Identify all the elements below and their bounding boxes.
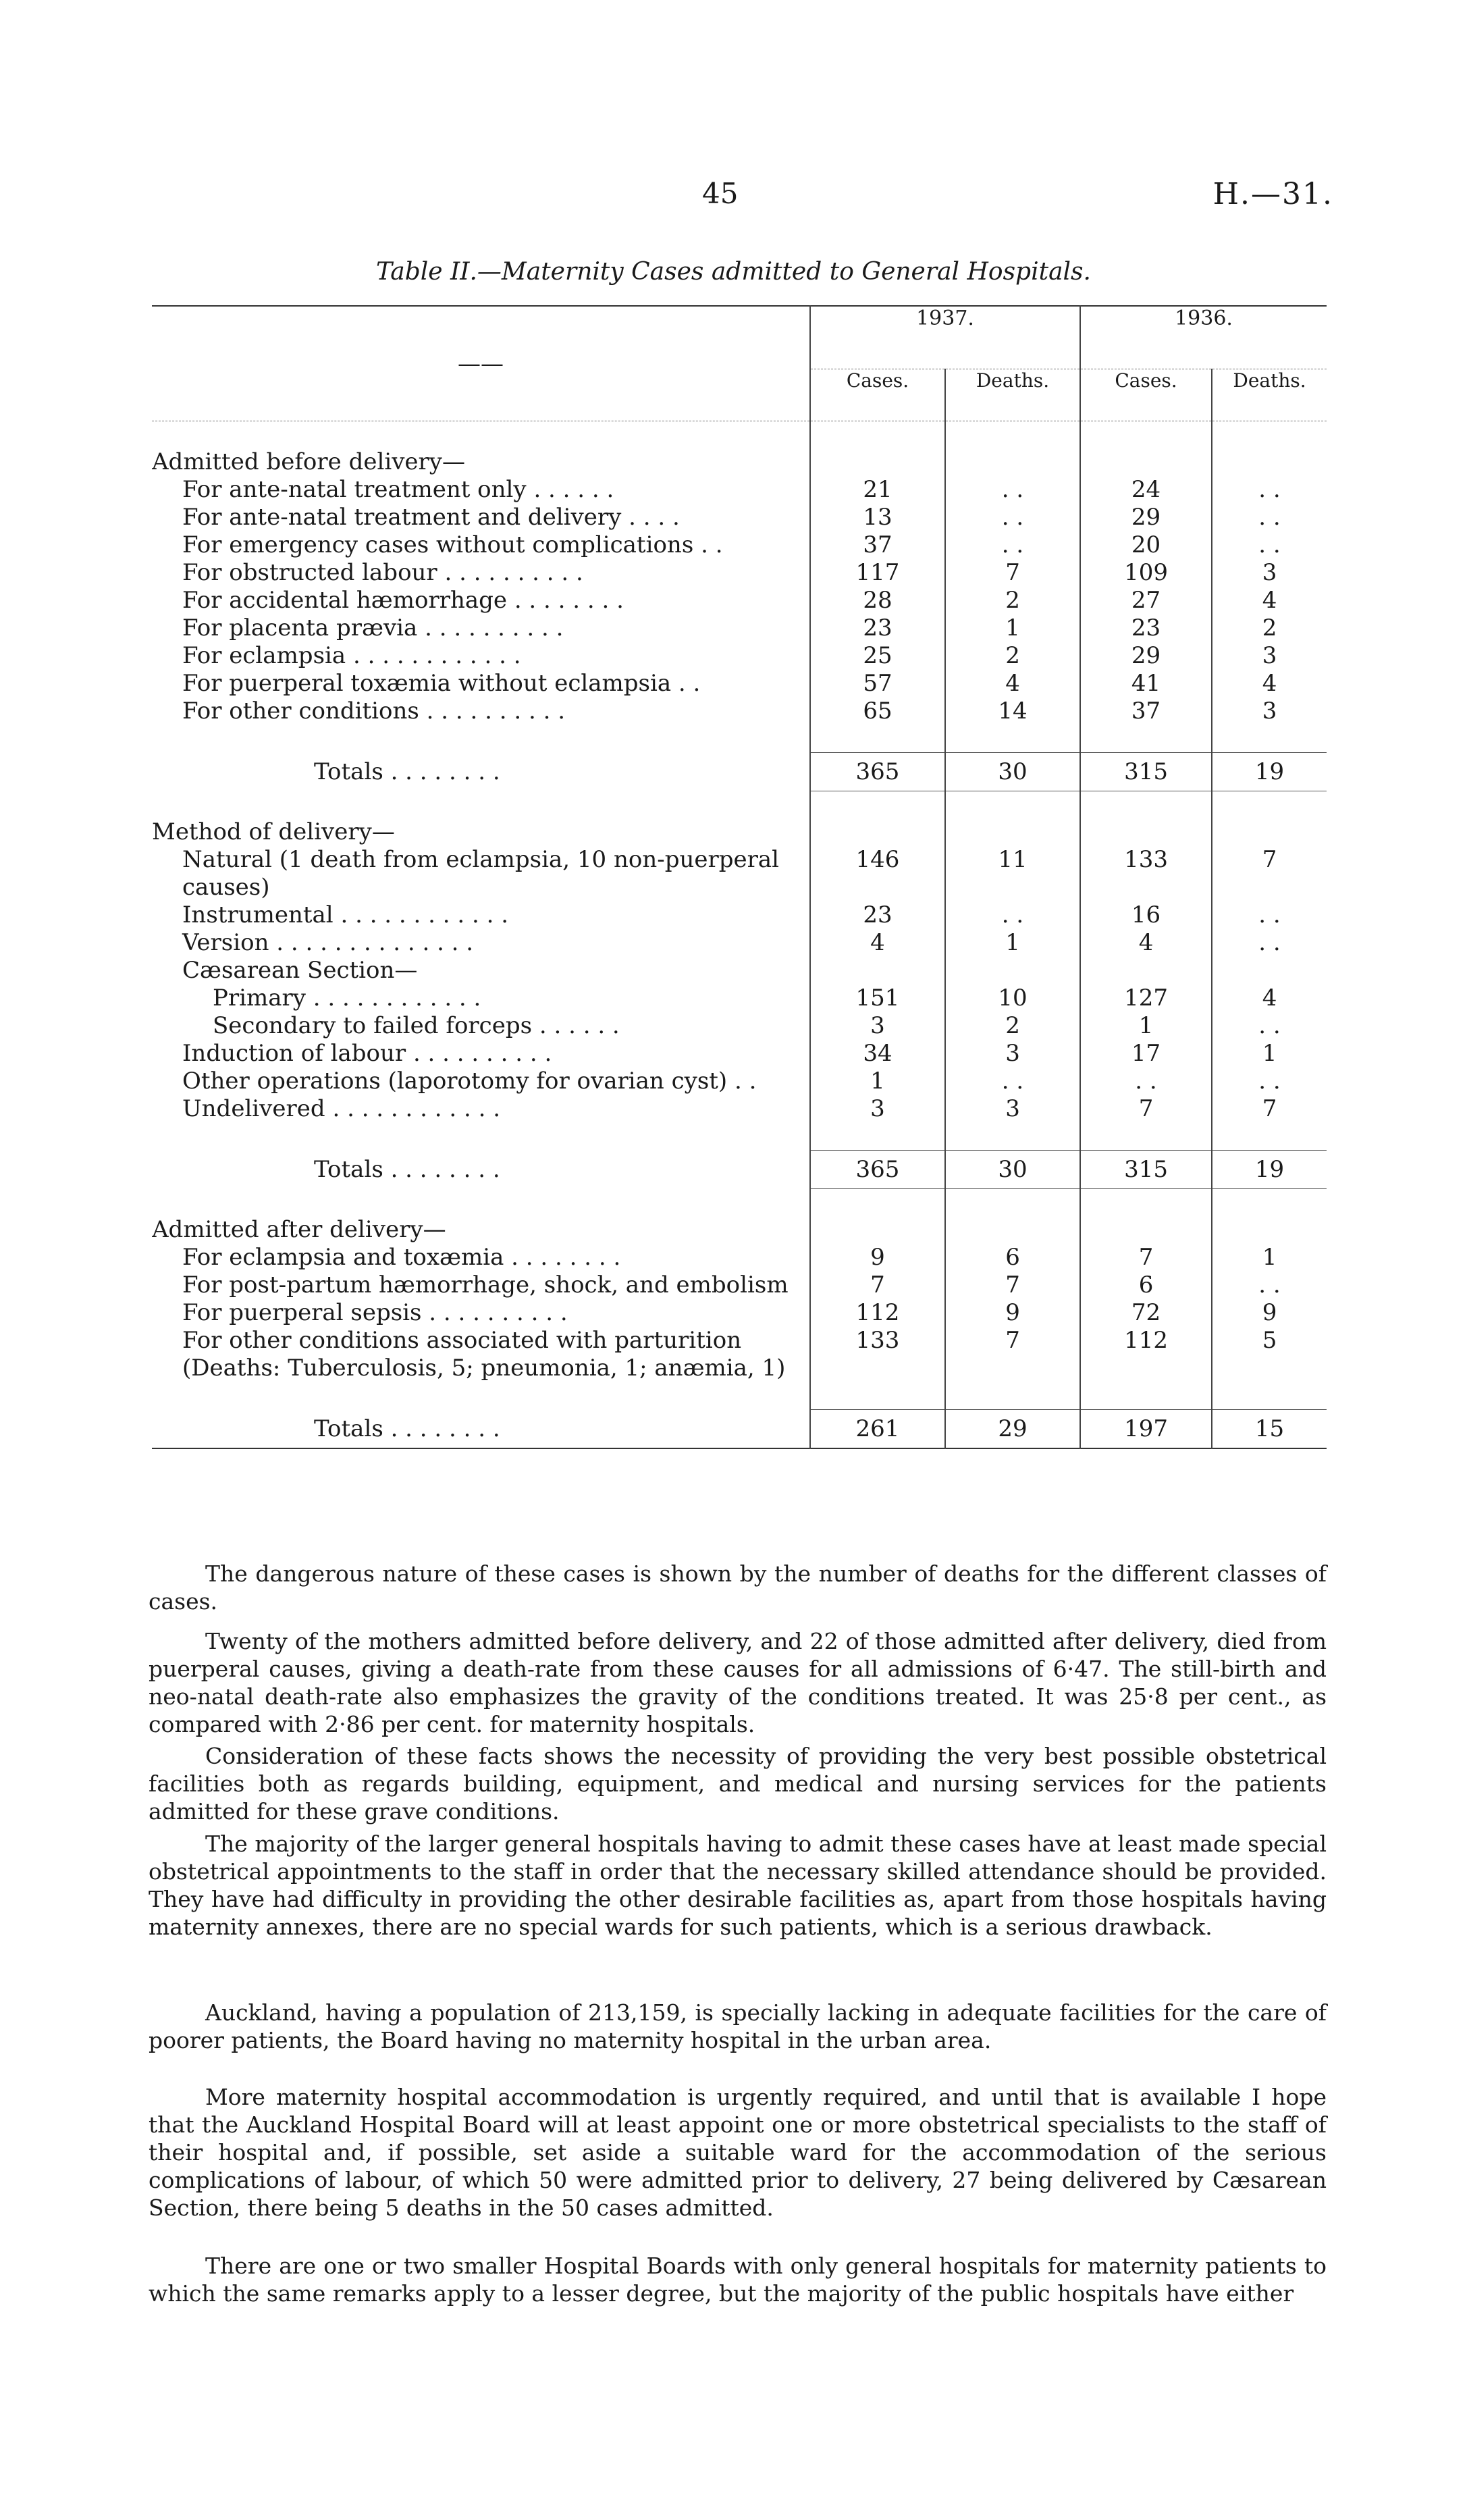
cell-deaths-1936: 7 (1212, 846, 1327, 901)
empty-cell (945, 1216, 1080, 1244)
spacer-cell (152, 421, 810, 449)
row-label: Cæsarean Section— (182, 957, 418, 984)
table-row (152, 531, 1327, 559)
cell-deaths-1936: . . (1212, 901, 1327, 929)
cell-cases-1936: 17 (1080, 1040, 1212, 1068)
totals-row (152, 1151, 1327, 1189)
cell-cases-1936: 72 (1080, 1299, 1212, 1327)
section-heading: Admitted after delivery— (152, 1216, 446, 1243)
spacer-cell (152, 1123, 810, 1151)
cell-cases-1937 (810, 957, 945, 985)
cell-deaths-1936 (1212, 957, 1327, 985)
spacer-cell (1212, 421, 1327, 449)
empty-cell (1212, 1216, 1327, 1244)
cell-cases-1936: 4 (1080, 929, 1212, 957)
cell-cases-1937: 57 (810, 670, 945, 698)
table-row (152, 1327, 1327, 1382)
cell-deaths-1937 (945, 957, 1080, 985)
empty-cell (810, 448, 945, 476)
table-row (152, 985, 1327, 1012)
total-deaths-1937: 30 (945, 753, 1080, 791)
spacer-cell (810, 725, 945, 753)
spacer-cell (1212, 725, 1327, 753)
year-1936-header: 1936. (1080, 306, 1327, 369)
spacer-row (152, 1123, 1327, 1151)
total-cases-1937: 261 (810, 1410, 945, 1449)
cell-deaths-1937: 1 (945, 614, 1080, 642)
cell-deaths-1937: 3 (945, 1040, 1080, 1068)
spacer-cell (945, 1382, 1080, 1410)
table-row (152, 957, 1327, 985)
spacer-cell (945, 1189, 1080, 1217)
cell-deaths-1937: 11 (945, 846, 1080, 901)
empty-cell (945, 448, 1080, 476)
cell-cases-1936: 29 (1080, 504, 1212, 531)
spacer-cell (1080, 421, 1212, 449)
cell-cases-1936 (1080, 957, 1212, 985)
row-label: For post-partum hæmorrhage, shock, and embolism (182, 1271, 789, 1298)
spacer-cell (810, 1123, 945, 1151)
row-label: Undelivered . . . . . . . . . . . . (182, 1095, 501, 1122)
cell-cases-1936: 27 (1080, 587, 1212, 614)
cell-cases-1937: 65 (810, 698, 945, 725)
cell-deaths-1937: 1 (945, 929, 1080, 957)
cell-cases-1936: 16 (1080, 901, 1212, 929)
stub-header (152, 306, 810, 421)
empty-cell (1080, 448, 1212, 476)
cell-cases-1936: . . (1080, 1068, 1212, 1095)
cell-cases-1937: 23 (810, 901, 945, 929)
cell-deaths-1937: . . (945, 531, 1080, 559)
cell-cases-1937: 9 (810, 1244, 945, 1271)
total-cases-1937: 365 (810, 1151, 945, 1189)
section-heading: Method of delivery— (152, 818, 395, 845)
row-label: For obstructed labour . . . . . . . . . . (182, 559, 583, 586)
spacer-row (152, 1382, 1327, 1410)
empty-cell (1080, 1216, 1212, 1244)
row-label: Secondary to failed forceps . . . . . . (213, 1012, 620, 1039)
paragraph: Consideration of these facts shows the necessity of providing the very best possible obstetrical facilities both as regards building, equipment, and medical and nursing services for the patients admitted for these grave conditions. (149, 1743, 1327, 1825)
section-heading-row (152, 1216, 1327, 1244)
paragraph: There are one or two smaller Hospital Boards with only general hospitals for maternity patients to which the same remarks apply to a lesser degree, but the majority of the public hospitals have either (149, 2253, 1327, 2307)
cell-cases-1936: 6 (1080, 1271, 1212, 1299)
cell-deaths-1937: 3 (945, 1095, 1080, 1123)
page-number: 45 (702, 177, 739, 210)
row-label: For ante-natal treatment only . . . . . . (182, 476, 614, 503)
empty-cell (1212, 818, 1327, 846)
section-heading-row (152, 818, 1327, 846)
spacer-row (152, 725, 1327, 753)
cell-cases-1937: 34 (810, 1040, 945, 1068)
cell-cases-1937: 3 (810, 1095, 945, 1123)
spacer-cell (810, 421, 945, 449)
cell-cases-1936: 7 (1080, 1244, 1212, 1271)
cell-deaths-1936: 4 (1212, 985, 1327, 1012)
paragraph: Auckland, having a population of 213,159, is specially lacking in adequate facilities for the care of poorer patients, the Board having no maternity hospital in the urban area. (149, 1999, 1327, 2053)
totals-label: Totals . . . . . . . . (314, 1415, 500, 1442)
paragraph: More maternity hospital accommodation is urgently required, and until that is available I hope that the Auckland Hospital Board will at least appoint one or more obstetrical specialists to the staff of their hospital and, if possible, set aside a suitable ward for the accommodation of the serious complications of labour, of which 50 were admitted prior to delivery, 27 being delivered by Cæsarean Section, there being 5 deaths in the 50 cases admitted. (149, 2084, 1327, 2221)
cell-cases-1936: 29 (1080, 642, 1212, 670)
year-1937-header: 1937. (810, 306, 1080, 369)
totals-label: Totals . . . . . . . . (314, 758, 500, 785)
document-reference: H.—31. (1212, 177, 1333, 211)
cell-deaths-1937: . . (945, 1068, 1080, 1095)
paragraph: The dangerous nature of these cases is shown by the number of deaths for the different classes of cases. (149, 1560, 1327, 1615)
row-label: For other conditions associated with parturition (Deaths: Tuberculosis, 5; pneumonia, 1; anæmia, 1) (182, 1327, 786, 1382)
cell-cases-1936: 7 (1080, 1095, 1212, 1123)
cell-cases-1936: 41 (1080, 670, 1212, 698)
totals-row (152, 1410, 1327, 1449)
cell-deaths-1936: . . (1212, 1068, 1327, 1095)
cell-cases-1937: 1 (810, 1068, 945, 1095)
spacer-cell (945, 1123, 1080, 1151)
col-deaths-1937: Deaths. (945, 369, 1080, 421)
cell-deaths-1937: . . (945, 901, 1080, 929)
cell-deaths-1937: 10 (945, 985, 1080, 1012)
cell-cases-1936: 133 (1080, 846, 1212, 901)
cell-cases-1937: 13 (810, 504, 945, 531)
table-row (152, 504, 1327, 531)
cell-cases-1937: 4 (810, 929, 945, 957)
cell-deaths-1936: . . (1212, 1012, 1327, 1040)
spacer-cell (1080, 791, 1212, 819)
cell-deaths-1937: 4 (945, 670, 1080, 698)
totals-label: Totals . . . . . . . . (314, 1155, 500, 1183)
col-cases-1937: Cases. (810, 369, 945, 421)
cell-deaths-1936: 4 (1212, 670, 1327, 698)
cell-deaths-1937: 7 (945, 1327, 1080, 1382)
table-row (152, 1299, 1327, 1327)
table-row (152, 1012, 1327, 1040)
cell-cases-1937: 25 (810, 642, 945, 670)
cell-cases-1936: 37 (1080, 698, 1212, 725)
total-deaths-1936: 19 (1212, 1151, 1327, 1189)
cell-deaths-1937: 2 (945, 642, 1080, 670)
cell-cases-1936: 109 (1080, 559, 1212, 587)
cell-cases-1936: 1 (1080, 1012, 1212, 1040)
spacer-row (152, 421, 1327, 449)
spacer-cell (152, 725, 810, 753)
table-body (152, 421, 1327, 1449)
cell-cases-1937: 151 (810, 985, 945, 1012)
spacer-cell (1080, 725, 1212, 753)
spacer-cell (1080, 1189, 1212, 1217)
row-label: For puerperal sepsis . . . . . . . . . . (182, 1299, 568, 1326)
table-row (152, 1244, 1327, 1271)
cell-cases-1936: 112 (1080, 1327, 1212, 1382)
table-row (152, 476, 1327, 504)
cell-deaths-1936: . . (1212, 531, 1327, 559)
cell-cases-1936: 24 (1080, 476, 1212, 504)
spacer-cell (1080, 1123, 1212, 1151)
cell-deaths-1937: 7 (945, 1271, 1080, 1299)
cell-cases-1936: 127 (1080, 985, 1212, 1012)
table-row (152, 670, 1327, 698)
row-label: For placenta prævia . . . . . . . . . . (182, 614, 564, 641)
table-row (152, 614, 1327, 642)
row-label: Primary . . . . . . . . . . . . (213, 985, 481, 1012)
empty-cell (810, 1216, 945, 1244)
table-row (152, 1040, 1327, 1068)
col-cases-1936: Cases. (1080, 369, 1212, 421)
spacer-cell (810, 1382, 945, 1410)
cell-deaths-1936: . . (1212, 1271, 1327, 1299)
table-title: Table II.—Maternity Cases admitted to General Hospitals. (376, 258, 1091, 286)
cell-cases-1937: 28 (810, 587, 945, 614)
table-row (152, 642, 1327, 670)
row-label: Natural (1 death from eclampsia, 10 non-puerperal causes) (182, 846, 780, 901)
row-label: For other conditions . . . . . . . . . . (182, 698, 566, 725)
row-label: For eclampsia and toxæmia . . . . . . . . (182, 1244, 621, 1271)
cell-deaths-1936: 2 (1212, 614, 1327, 642)
cell-cases-1936: 23 (1080, 614, 1212, 642)
spacer-cell (152, 1189, 810, 1217)
spacer-cell (945, 725, 1080, 753)
cell-deaths-1937: 7 (945, 559, 1080, 587)
cell-deaths-1937: . . (945, 476, 1080, 504)
cell-deaths-1937: 14 (945, 698, 1080, 725)
spacer-cell (810, 1189, 945, 1217)
table-row (152, 587, 1327, 614)
spacer-cell (1080, 1382, 1212, 1410)
cell-cases-1937: 3 (810, 1012, 945, 1040)
cell-cases-1937: 146 (810, 846, 945, 901)
cell-deaths-1936: 4 (1212, 587, 1327, 614)
table-row (152, 1095, 1327, 1123)
cell-cases-1937: 117 (810, 559, 945, 587)
maternity-table (152, 305, 1327, 1449)
table-row (152, 559, 1327, 587)
table-row (152, 846, 1327, 901)
total-deaths-1936: 15 (1212, 1410, 1327, 1449)
section-heading-row (152, 448, 1327, 476)
total-cases-1936: 197 (1080, 1410, 1212, 1449)
cell-cases-1937: 7 (810, 1271, 945, 1299)
empty-cell (810, 818, 945, 846)
row-label: Induction of labour . . . . . . . . . . (182, 1040, 552, 1067)
spacer-cell (152, 791, 810, 819)
cell-deaths-1936: 3 (1212, 698, 1327, 725)
spacer-cell (1212, 791, 1327, 819)
cell-deaths-1936: 3 (1212, 559, 1327, 587)
spacer-cell (1212, 1382, 1327, 1410)
cell-cases-1937: 23 (810, 614, 945, 642)
table-row (152, 929, 1327, 957)
spacer-cell (945, 791, 1080, 819)
cell-deaths-1937: . . (945, 504, 1080, 531)
total-deaths-1937: 30 (945, 1151, 1080, 1189)
cell-deaths-1936: 1 (1212, 1040, 1327, 1068)
cell-deaths-1936: 9 (1212, 1299, 1327, 1327)
cell-deaths-1936: . . (1212, 504, 1327, 531)
empty-cell (1212, 448, 1327, 476)
row-label: For puerperal toxæmia without eclampsia . . (182, 670, 701, 697)
empty-cell (945, 818, 1080, 846)
cell-deaths-1936: 5 (1212, 1327, 1327, 1382)
row-label: For ante-natal treatment and delivery . . . . (182, 504, 680, 531)
row-label: For eclampsia . . . . . . . . . . . . (182, 642, 521, 669)
table-row (152, 1271, 1327, 1299)
totals-row (152, 753, 1327, 791)
spacer-cell (1212, 1123, 1327, 1151)
spacer-cell (945, 421, 1080, 449)
cell-deaths-1936: 7 (1212, 1095, 1327, 1123)
cell-cases-1937: 112 (810, 1299, 945, 1327)
table-row (152, 901, 1327, 929)
cell-deaths-1937: 9 (945, 1299, 1080, 1327)
table-row (152, 698, 1327, 725)
cell-deaths-1937: 6 (945, 1244, 1080, 1271)
paragraph: Twenty of the mothers admitted before delivery, and 22 of those admitted after delivery, died from puerperal causes, giving a death-rate from these causes for all admissions of 6·47. The still-birth and neo-natal death-rate also emphasizes the gravity of the conditions treated. It was 25·8 per cent., as compared with 2·86 per cent. for maternity hospitals. (149, 1628, 1327, 1737)
cell-cases-1937: 133 (810, 1327, 945, 1382)
cell-deaths-1937: 2 (945, 587, 1080, 614)
cell-cases-1936: 20 (1080, 531, 1212, 559)
cell-deaths-1936: . . (1212, 929, 1327, 957)
spacer-cell (810, 791, 945, 819)
total-deaths-1936: 19 (1212, 753, 1327, 791)
stub-dash: —— (458, 350, 504, 377)
cell-deaths-1936: 1 (1212, 1244, 1327, 1271)
row-label: For emergency cases without complications . . (182, 531, 723, 558)
cell-cases-1937: 37 (810, 531, 945, 559)
page-header (0, 177, 1467, 217)
row-label: Other operations (laporotomy for ovarian cyst) . . (182, 1068, 757, 1095)
total-cases-1937: 365 (810, 753, 945, 791)
row-label: For accidental hæmorrhage . . . . . . . . (182, 587, 624, 614)
total-cases-1936: 315 (1080, 1151, 1212, 1189)
cell-cases-1937: 21 (810, 476, 945, 504)
empty-cell (1080, 818, 1212, 846)
cell-deaths-1936: . . (1212, 476, 1327, 504)
row-label: Version . . . . . . . . . . . . . . (182, 929, 474, 956)
spacer-cell (152, 1382, 810, 1410)
statistics-table (152, 305, 1327, 1449)
spacer-cell (1212, 1189, 1327, 1217)
row-label: Instrumental . . . . . . . . . . . . (182, 901, 509, 928)
table-row (152, 1068, 1327, 1095)
cell-deaths-1937: 2 (945, 1012, 1080, 1040)
spacer-row (152, 791, 1327, 819)
col-deaths-1936: Deaths. (1212, 369, 1327, 421)
spacer-row (152, 1189, 1327, 1217)
paragraph: The majority of the larger general hospitals having to admit these cases have at least made special obstetrical appointments to the staff in order that the necessary skilled attendance should be provided. They have had difficulty in providing the other desirable facilities as, apart from those hospitals having maternity annexes, there are no special wards for such patients, which is a serious drawback. (149, 1831, 1327, 1940)
cell-deaths-1936: 3 (1212, 642, 1327, 670)
total-deaths-1937: 29 (945, 1410, 1080, 1449)
total-cases-1936: 315 (1080, 753, 1212, 791)
section-heading: Admitted before delivery— (152, 448, 465, 475)
